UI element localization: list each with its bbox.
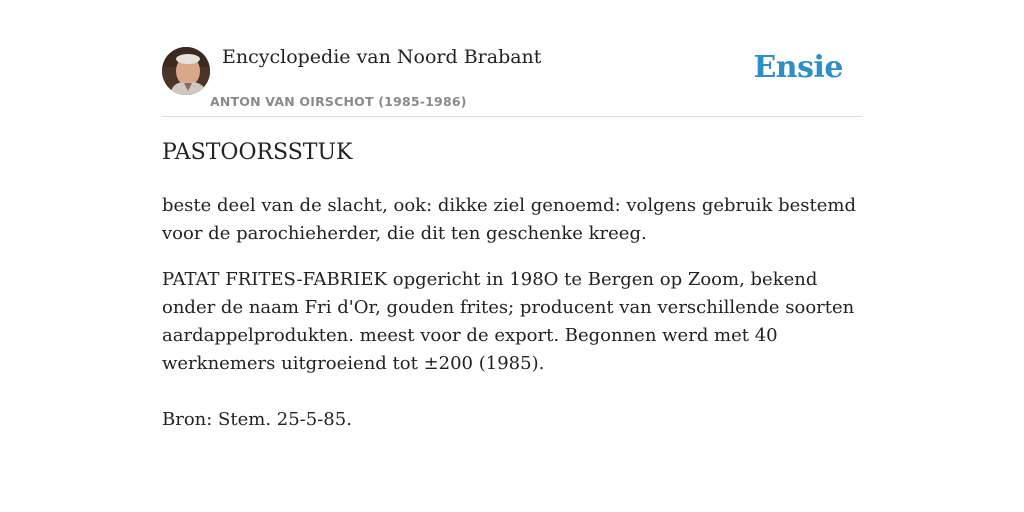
encyclopedia-title[interactable]: Encyclopedie van Noord Brabant (222, 46, 542, 68)
article-header (162, 40, 862, 117)
source-note: Bron: Stem. 25-5-85. (162, 409, 352, 430)
author-avatar[interactable] (162, 47, 210, 95)
article-paragraph: PATAT FRITES-FABRIEK opgericht in 198O te Bergen op Zoom, bekend onder de naam Fri d'Or, gouden frites; producent van verschillende soorten aardappelprodukten. meest voor de export. Begonnen werd met 40 werknemers uitgroeiend tot ±200 (1985). (162, 269, 855, 374)
article-body (162, 192, 862, 452)
author-name[interactable]: ANTON VAN OIRSCHOT (1985-1986) (210, 94, 467, 109)
author-portrait-icon (162, 47, 210, 95)
article-title: PASTOORSSTUK (162, 140, 353, 165)
article-paragraph: beste deel van de slacht, ook: dikke ziel genoemd: volgens gebruik bestemd voor de parochieherder, die dit ten geschenke kreeg. (162, 195, 857, 244)
ensie-logo[interactable]: Ensie (753, 50, 843, 85)
